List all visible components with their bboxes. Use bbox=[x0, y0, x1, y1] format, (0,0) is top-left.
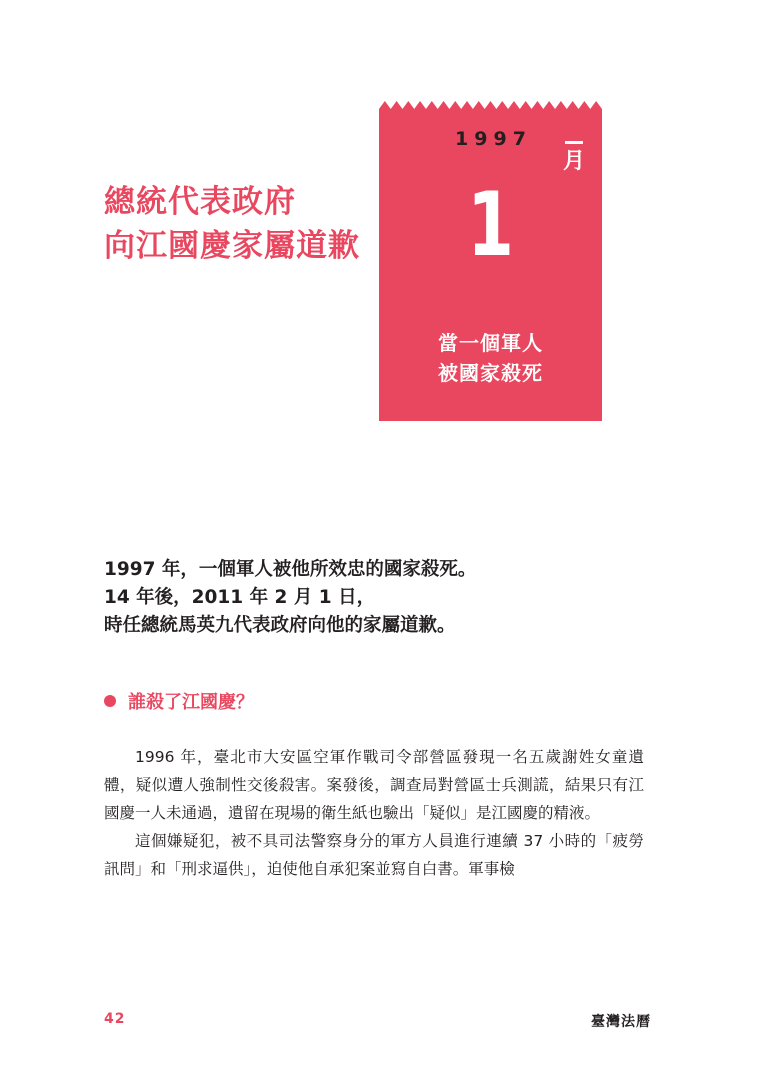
calendar-month-label: 月 bbox=[562, 149, 585, 174]
page-headline bbox=[104, 180, 374, 268]
intro-line-1: 1997 年，一個軍人被他所效忠的國家殺死。 bbox=[104, 559, 477, 580]
calendar-page bbox=[379, 101, 602, 421]
calendar-caption bbox=[379, 328, 602, 388]
bullet-icon bbox=[104, 695, 116, 707]
calendar-month-bar bbox=[565, 141, 583, 144]
calendar-day-wrap bbox=[379, 173, 602, 276]
body-text bbox=[104, 743, 644, 883]
calendar-month bbox=[560, 141, 588, 174]
body-paragraph-1: 1996 年，臺北市大安區空軍作戰司令部營區發現一名五歲謝姓女童遺體，疑似遭人強制性交後殺害。案發後，調查局對營區士兵測謊，結果只有江國慶一人未通過，遺留在現場的衛生紙也驗出「疑似」是江國慶的精液。 bbox=[104, 748, 644, 822]
page-number: 42 bbox=[104, 1011, 126, 1027]
body-paragraph-2: 這個嫌疑犯，被不具司法警察身分的軍方人員進行連續 37 小時的「疲勞訊問」和「刑求逼供」，迫使他自承犯案並寫自白書。軍事檢 bbox=[104, 832, 644, 878]
section-heading bbox=[104, 690, 254, 716]
intro-line-3: 時任總統馬英九代表政府向他的家屬道歉。 bbox=[104, 615, 456, 636]
section-heading-text: 誰殺了江國慶？ bbox=[128, 692, 254, 713]
intro-paragraph bbox=[104, 556, 664, 640]
headline-line-1: 總統代表政府 bbox=[104, 184, 296, 220]
headline-line-2: 向江國慶家屬道歉 bbox=[104, 228, 360, 264]
calendar-year: 1997 bbox=[455, 128, 532, 150]
running-footer-title: 臺灣法曆 bbox=[591, 1014, 651, 1030]
calendar-day: 1 bbox=[467, 173, 514, 276]
calendar-caption-line-2: 被國家殺死 bbox=[438, 361, 543, 385]
intro-line-2: 14 年後，2011 年 2 月 1 日， bbox=[104, 587, 376, 608]
calendar-caption-line-1: 當一個軍人 bbox=[438, 331, 543, 355]
